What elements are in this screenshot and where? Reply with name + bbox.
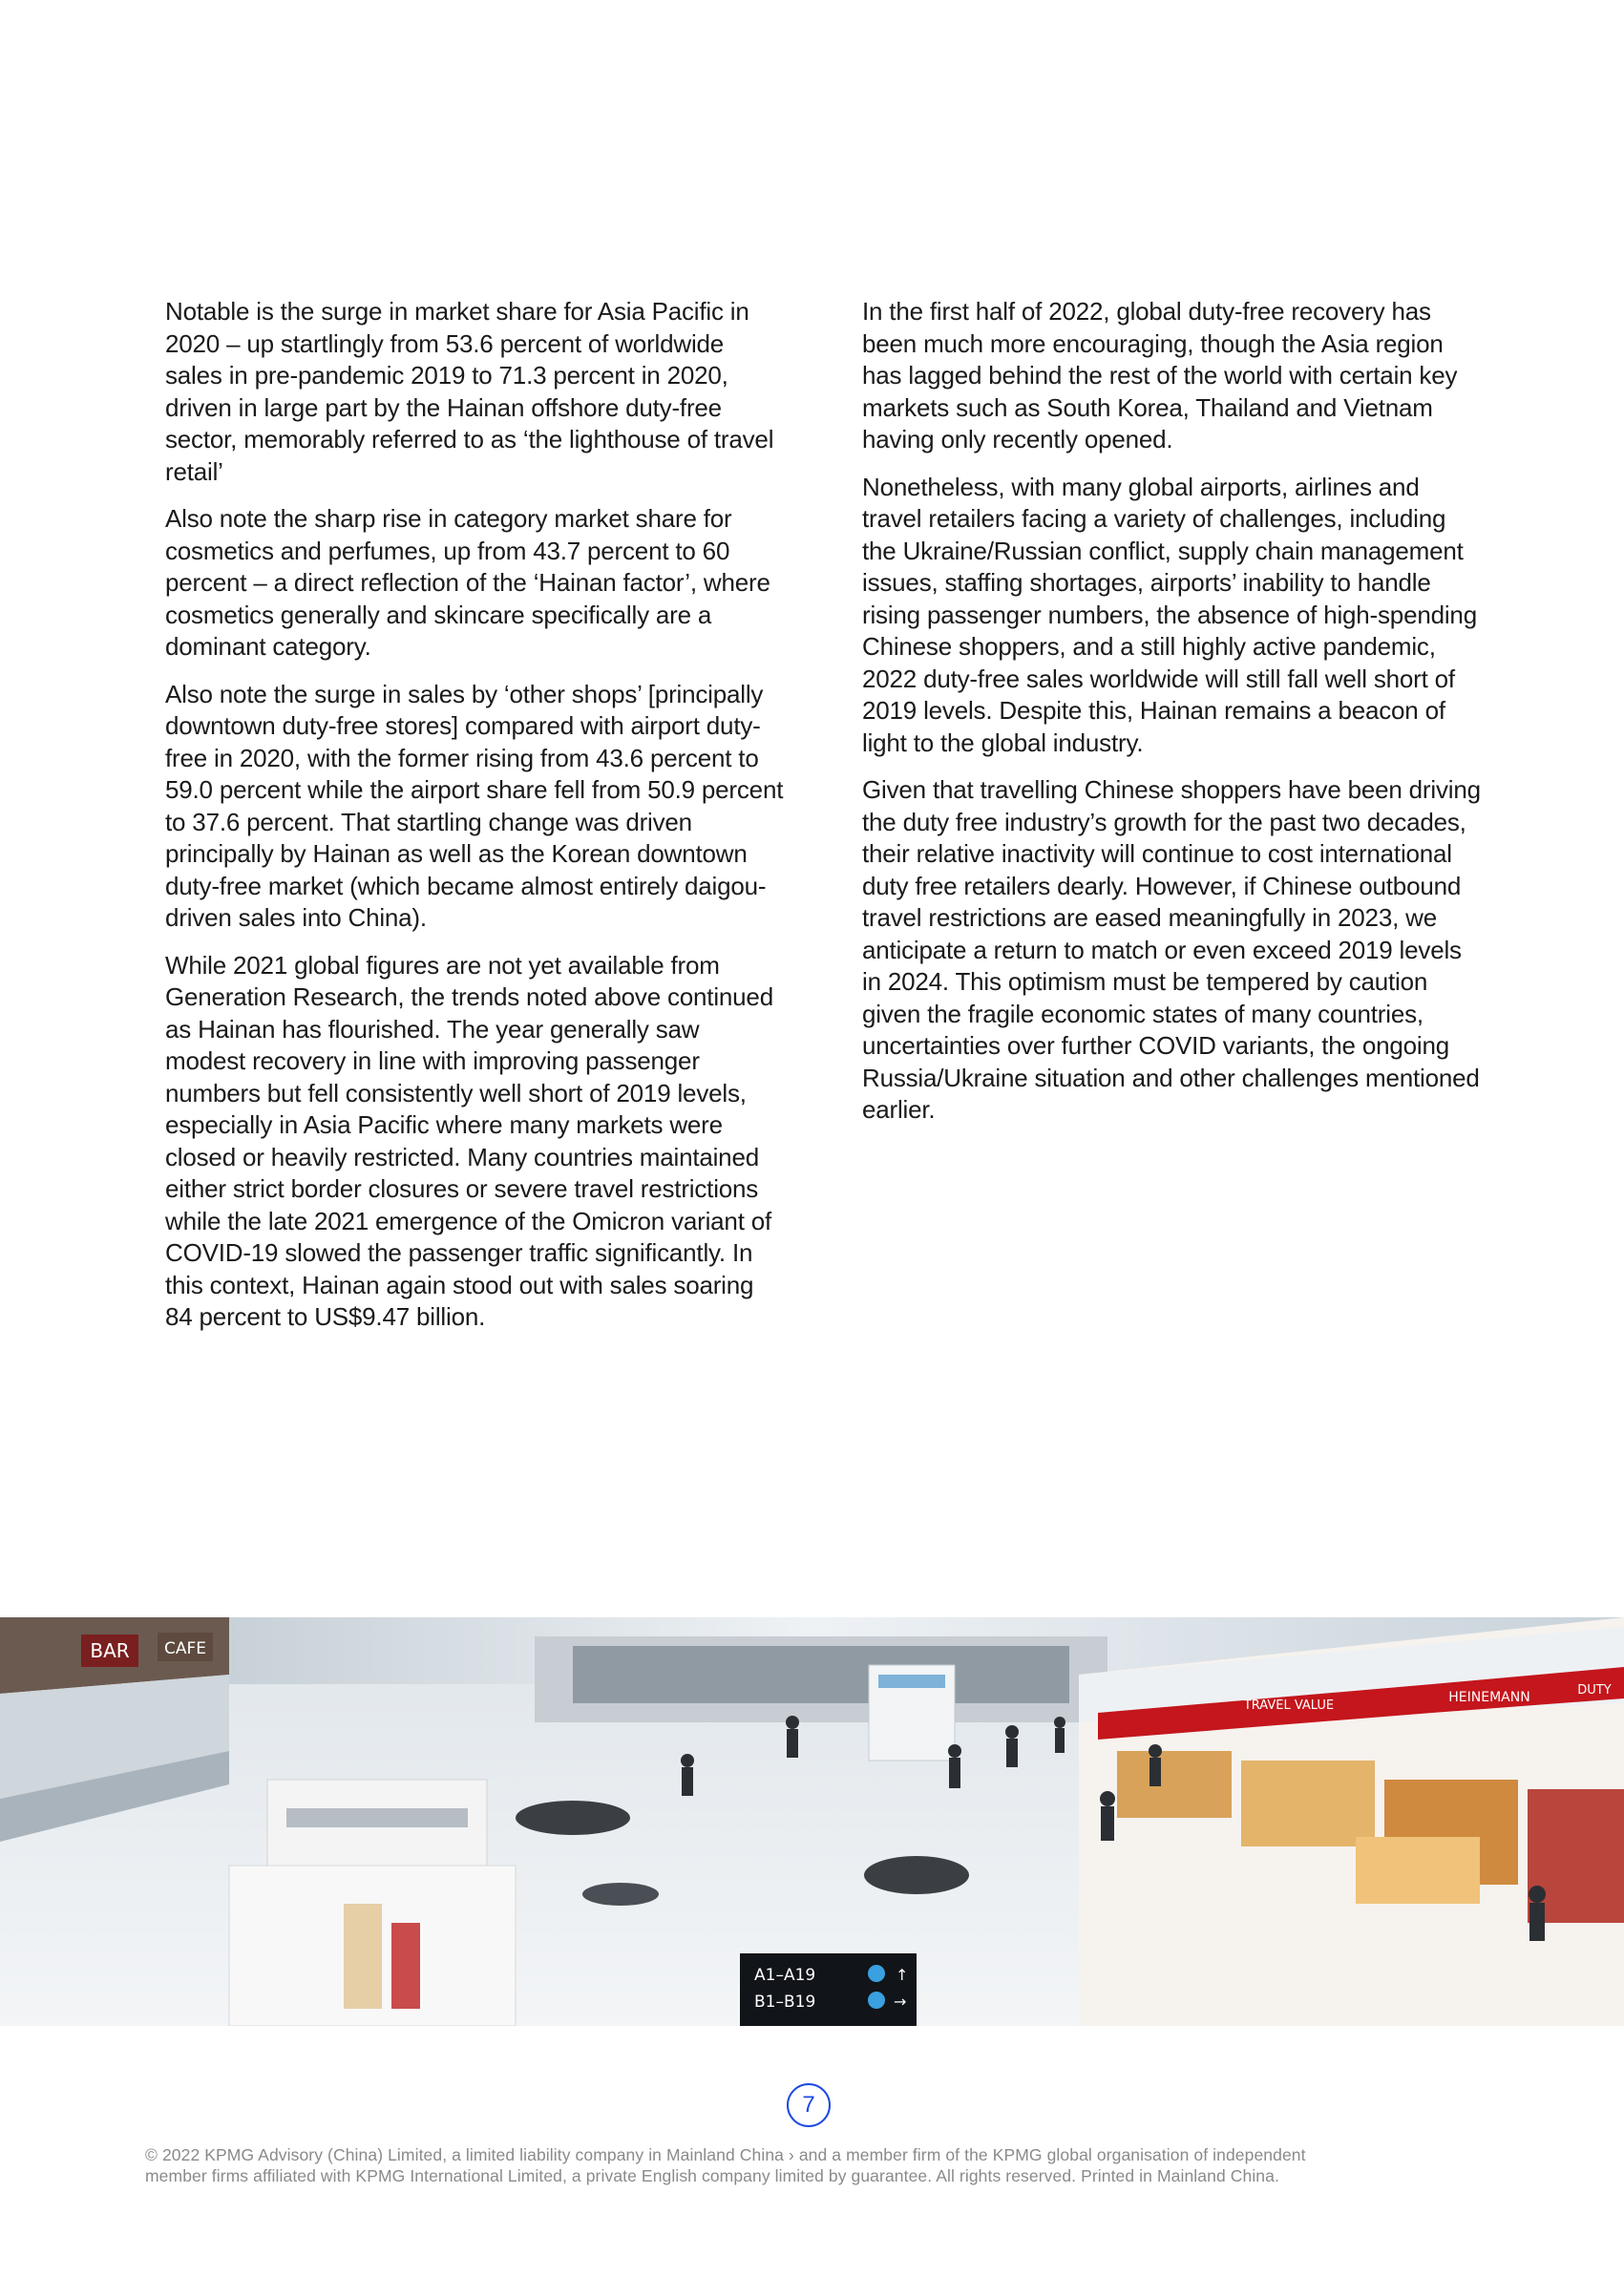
footer-line: member firms affiliated with KPMG International Limited, a private English company limited by guarantee. All rights reserved. Printed in Mainland China. [145, 2166, 1279, 2185]
footer-copyright [145, 2144, 1501, 2186]
paragraph: Notable is the surge in market share for Asia Pacific in 2020 – up startlingly from 53.6 percent of worldwide sales in pre-pandemic 2019 to 71.3 percent in 2020, driven in large part by the Hainan offshore duty-free sector, memorably referred to as ‘the lighthouse of travel retail’ [165, 297, 774, 486]
paragraph: Given that travelling Chinese shoppers have been driving the duty free industry’s growth for the past two decades, their relative inactivity will continue to cost international duty free retailers dearly. However, if Chinese outbound travel restrictions are eased meaningfully in 2023, we anticipate a return to match or even exceed 2019 levels in 2024. This optimism must be tempered by caution given the fragile economic states of many countries, uncertainties over further COVID variants, the ongoing Russia/Ukraine situation and other challenges mentioned earlier. [862, 775, 1481, 1124]
paragraph: In the first half of 2022, global duty-free recovery has been much more encouraging, though the Asia region has lagged behind the rest of the world with certain key markets such as South Korea, Thailand and Vietnam having only recently opened. [862, 297, 1458, 453]
left-text-column [165, 296, 786, 1349]
cafe-sign-text: CAFE [163, 1639, 207, 1658]
paragraph: While 2021 global figures are not yet available from Generation Research, the trends noted above continued as Hainan has flourished. The year generally saw modest recovery in line with improving passenger numbers but fell consistently well short of 2019 levels, especially in Asia Pacific where many markets were closed or heavily restricted. Many countries maintained either strict border closures or severe travel restrictions while the late 2021 emergence of the Omicron variant of COVID-19 slowed the passenger traffic significantly. In this context, Hainan again stood out with sales soaring 84 percent to US$9.47 billion. [165, 950, 773, 1331]
airport-terminal-photo [0, 1617, 1624, 2026]
travel-value-sign: TRAVEL VALUE [1243, 1698, 1335, 1713]
paragraph: Nonetheless, with many global airports, airlines and travel retailers facing a variety of challenges, including the Ukraine/Russian conflict, supply chain management issues, staffing shortages, airports’ inability to handle rising passenger numbers, the absence of high-spending Chinese shoppers, and a still highly active pandemic, 2022 duty-free sales worldwide will still fall well short of 2019 levels. Despite this, Hainan remains a beacon of light to the global industry. [862, 472, 1477, 757]
page-number: 7 [787, 2083, 831, 2127]
svg-text:↑: ↑ [896, 1966, 909, 1984]
bar-sign-text: BAR [90, 1639, 130, 1662]
gate-sign-row-1: A1–A19 [754, 1966, 816, 1985]
gate-sign-row-2: B1–B19 [754, 1993, 816, 2012]
paragraph: Also note the surge in sales by ‘other shops’ [principally downtown duty-free stores] compared with airport duty-free in 2020, with the former rising from 43.6 percent to 59.0 percent while the airport share fell from 50.9 percent to 37.6 percent. That startling change was driven principally by Hainan as well as the Korean downtown duty-free market (which became almost entirely daigou-driven sales into China). [165, 679, 784, 932]
gate-sign [740, 1953, 917, 2026]
paragraph: Also note the sharp rise in category market share for cosmetics and perfumes, up from 43.7 percent to 60 percent – a direct reflection of the ‘Hainan factor’, where cosmetics generally and skincare specifically are a dominant category. [165, 504, 770, 661]
cafe-sign [158, 1633, 213, 1661]
bar-sign [81, 1635, 138, 1667]
svg-text:→: → [894, 1993, 907, 2011]
duty-sign: DUTY [1577, 1683, 1612, 1698]
right-text-column [862, 296, 1483, 1142]
footer-line: © 2022 KPMG Advisory (China) Limited, a limited liability company in Mainland China › and a member firm of the KPMG global organisation of independent [145, 2145, 1306, 2164]
heinemann-sign: HEINEMANN [1448, 1690, 1530, 1705]
